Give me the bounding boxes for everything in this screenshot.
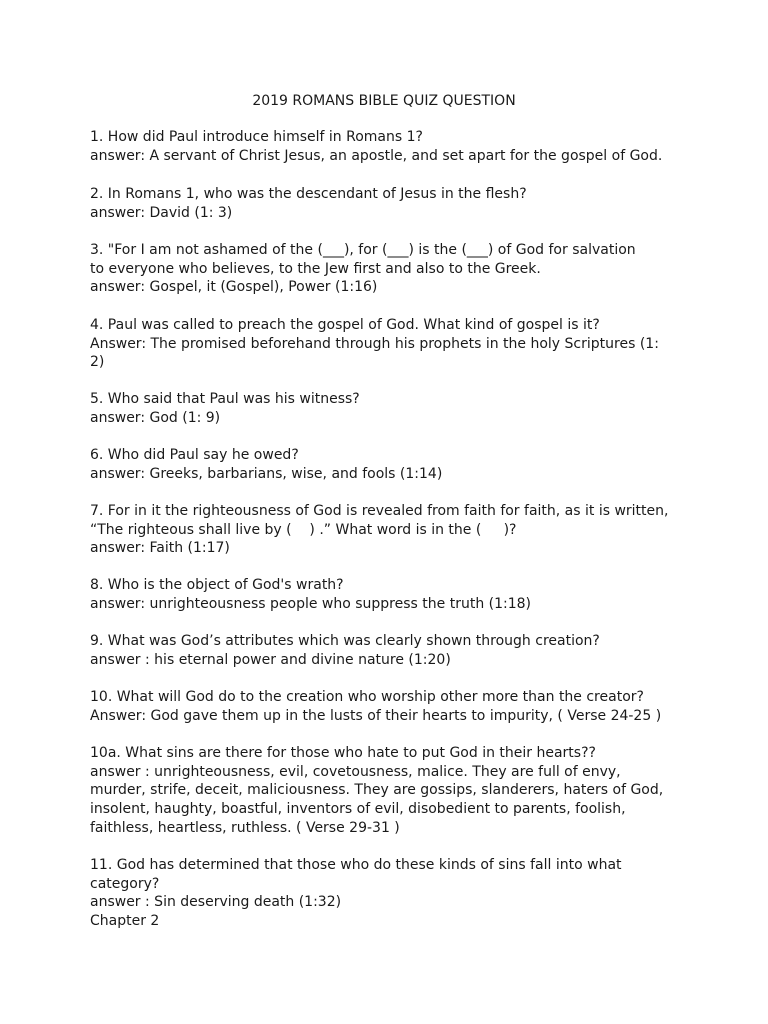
answer-line: answer: God (1: 9)	[90, 409, 221, 426]
quiz-item-9	[90, 632, 690, 669]
chapter-heading: Chapter 2	[90, 913, 160, 930]
question-line: category?	[90, 875, 160, 892]
question-line: 10a. What sins are there for those who hate to put God in their hearts??	[90, 745, 596, 761]
quiz-item-8	[90, 576, 690, 613]
quiz-item-11	[90, 856, 690, 931]
quiz-item-5	[90, 390, 690, 427]
question-line: 11. God has determined that those who do these kinds of sins fall into what	[90, 857, 622, 873]
question-line: 6. Who did Paul say he owed?	[90, 447, 299, 463]
quiz-item-1	[90, 128, 690, 165]
question-line: 4. Paul was called to preach the gospel of God. What kind of gospel is it?	[90, 317, 600, 333]
quiz-item-6	[90, 446, 690, 483]
quiz-item-3	[90, 241, 690, 297]
question-line: “The righteous shall live by ( ) .” What word is in the ( )?	[90, 521, 517, 538]
question-line: 7. For in it the righteousness of God is revealed from faith for faith, as it is written,	[90, 503, 669, 519]
answer-line: answer: Greeks, barbarians, wise, and fools (1:14)	[90, 465, 443, 482]
answer-line: insolent, haughty, boastful, inventors of evil, disobedient to parents, foolish,	[90, 801, 626, 818]
answer-line: 2)	[90, 354, 105, 371]
question-line: to everyone who believes, to the Jew first and also to the Greek.	[90, 260, 541, 277]
question-line: 1. How did Paul introduce himself in Romans 1?	[90, 129, 423, 145]
quiz-item-2	[90, 185, 690, 222]
question-line: 5. Who said that Paul was his witness?	[90, 391, 360, 407]
answer-line: Answer: God gave them up in the lusts of their hearts to impurity, ( Verse 24-25 )	[90, 707, 662, 724]
quiz-item-7	[90, 502, 690, 558]
quiz-item-10a	[90, 744, 690, 838]
answer-line: answer: A servant of Christ Jesus, an apostle, and set apart for the gospel of God.	[90, 147, 663, 164]
page-title: 2019 ROMANS BIBLE QUIZ QUESTION	[252, 93, 516, 109]
quiz-item-4	[90, 316, 690, 372]
question-line: 2. In Romans 1, who was the descendant of Jesus in the flesh?	[90, 186, 527, 202]
question-line: 10. What will God do to the creation who worship other more than the creator?	[90, 689, 644, 705]
answer-line: murder, strife, deceit, maliciousness. They are gossips, slanderers, haters of God,	[90, 782, 664, 799]
answer-line: answer: Faith (1:17)	[90, 540, 230, 557]
question-line: 8. Who is the object of God's wrath?	[90, 577, 344, 593]
answer-line: answer : his eternal power and divine nature (1:20)	[90, 651, 451, 668]
answer-line: answer: unrighteousness people who suppress the truth (1:18)	[90, 595, 531, 612]
answer-line: Answer: The promised beforehand through his prophets in the holy Scriptures (1:	[90, 335, 659, 352]
answer-line: faithless, heartless, ruthless. ( Verse 29-31 )	[90, 819, 400, 836]
answer-line: answer : unrighteousness, evil, covetousness, malice. They are full of envy,	[90, 763, 621, 780]
question-line: 9. What was God’s attributes which was clearly shown through creation?	[90, 633, 600, 649]
answer-line: answer: Gospel, it (Gospel), Power (1:16)	[90, 279, 378, 296]
question-line: 3. "For I am not ashamed of the (___), for (___) is the (___) of God for salvation	[90, 242, 636, 258]
answer-line: answer : Sin deserving death (1:32)	[90, 894, 342, 911]
answer-line: answer: David (1: 3)	[90, 204, 233, 221]
quiz-item-10	[90, 688, 690, 725]
